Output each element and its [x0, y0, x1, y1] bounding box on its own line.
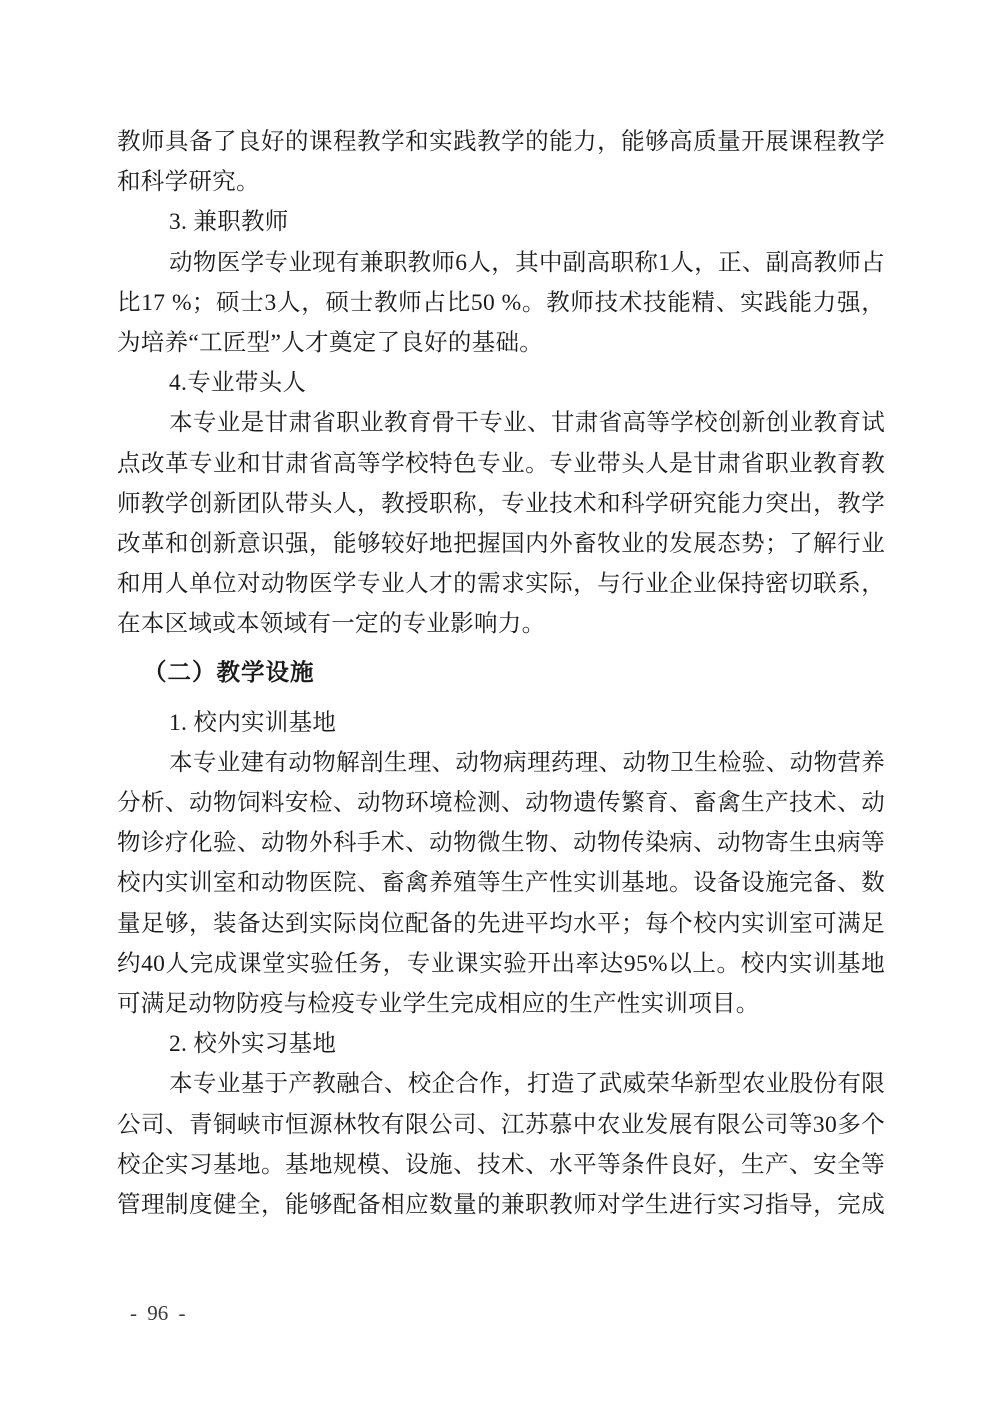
numbered-heading: 1. 校内实训基地: [169, 709, 337, 736]
text-line: 可满足动物防疫与检疫专业学生完成相应的生产性实训项目。: [117, 990, 760, 1017]
text-line: 物诊疗化验、动物外科手术、动物微生物、动物传染病、动物寄生虫病等: [117, 830, 885, 857]
section-heading: （二）教学设施: [143, 660, 315, 687]
text-line: 师教学创新团队带头人，教授职称，专业技术和科学研究能力突出，教学: [117, 490, 885, 517]
text-line: 约40人完成课堂实验任务，专业课实验开出率达95%以上。校内实训基地: [117, 950, 885, 977]
text-line: 为培养“工匠型”人才奠定了良好的基础。: [117, 329, 544, 356]
text-line: 和用人单位对动物医学专业人才的需求实际，与行业企业保持密切联系，: [117, 571, 885, 598]
text-block: [117, 122, 885, 1225]
text-line: 校内实训室和动物医院、畜禽养殖等生产性实训基地。设备设施完备、数: [117, 870, 885, 897]
text-line: 校企实习基地。基地规模、设施、技术、水平等条件良好，生产、安全等: [117, 1151, 885, 1178]
numbered-heading: 4.专业带头人: [169, 370, 307, 397]
text-line: 和科学研究。: [117, 169, 260, 196]
text-line: 在本区域或本领域有一定的专业影响力。: [117, 611, 546, 638]
text-line: 比17 %；硕士3人，硕士教师占比50 %。教师技术技能精、实践能力强，: [117, 289, 885, 316]
page-number: - 96 -: [130, 1301, 186, 1325]
text-line: 本专业是甘肃省职业教育骨干专业、甘肃省高等学校创新创业教育试: [169, 410, 885, 437]
text-line: 动物医学专业现有兼职教师6人，其中副高职称1人，正、副高教师占: [169, 249, 885, 276]
text-line: 公司、青铜峡市恒源林牧有限公司、江苏慕中农业发展有限公司等30多个: [117, 1111, 885, 1138]
text-line: 本专业基于产教融合、校企合作，打造了武威荣华新型农业股份有限: [169, 1071, 885, 1098]
text-line: 管理制度健全，能够配备相应数量的兼职教师对学生进行实习指导，完成: [117, 1191, 885, 1218]
text-line: 量足够，装备达到实际岗位配备的先进平均水平；每个校内实训室可满足: [117, 910, 885, 937]
numbered-heading: 3. 兼职教师: [169, 209, 289, 236]
text-line: 分析、动物饲料安检、动物环境检测、动物遗传繁育、畜禽生产技术、动: [117, 790, 885, 816]
text-line: 教师具备了良好的课程教学和实践教学的能力，能够高质量开展课程教学: [117, 129, 885, 155]
numbered-heading: 2. 校外实习基地: [169, 1031, 337, 1058]
text-line: 改革和创新意识强，能够较好地把握国内外畜牧业的发展态势；了解行业: [117, 530, 885, 557]
text-line: 本专业建有动物解剖生理、动物病理药理、动物卫生检验、动物营养: [169, 749, 885, 776]
text-line: 点改革专业和甘肃省高等学校特色专业。专业带头人是甘肃省职业教育教: [117, 450, 885, 477]
